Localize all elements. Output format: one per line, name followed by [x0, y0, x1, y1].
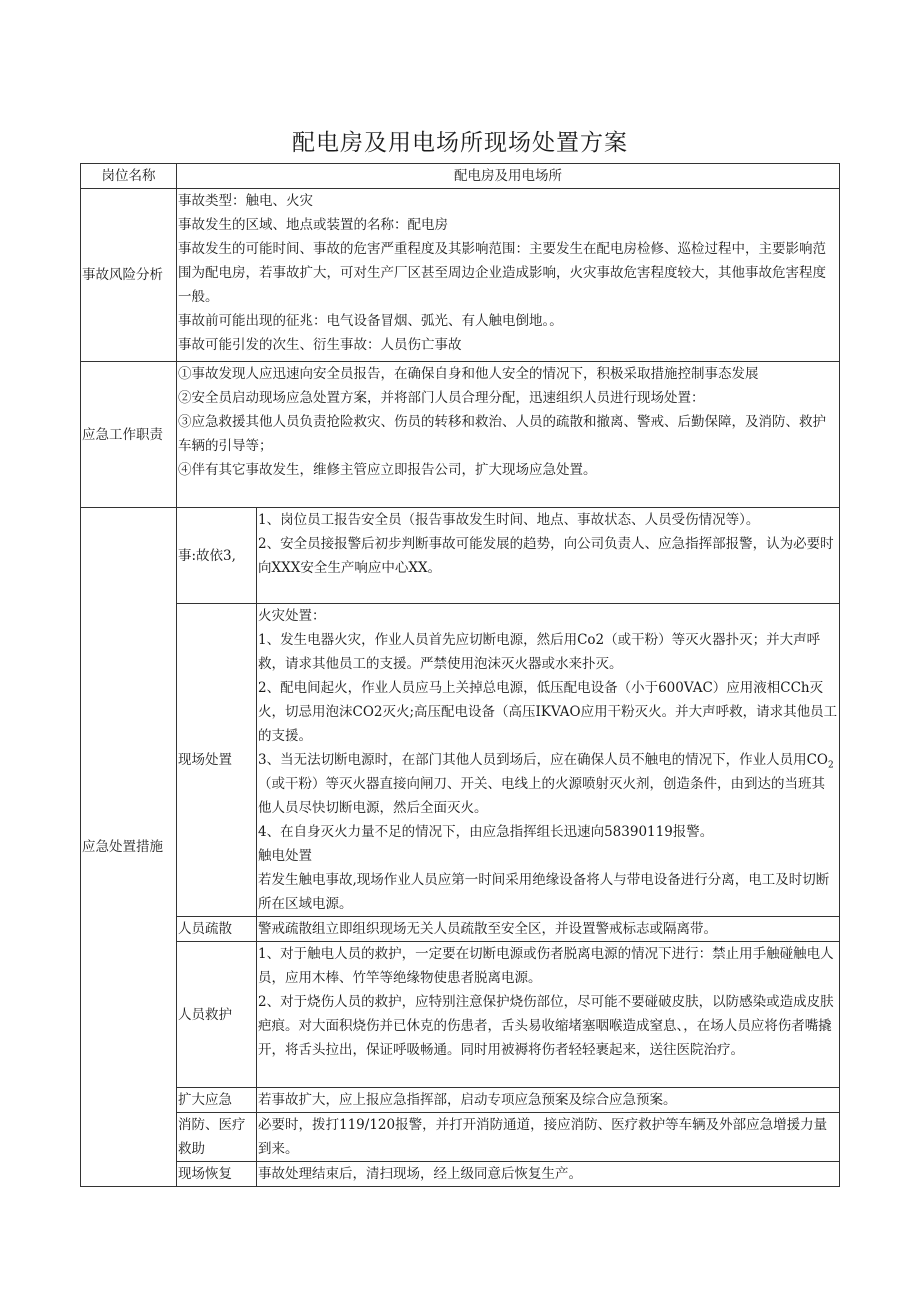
risk-line: 事故可能引发的次生、衍生事故：人员伤亡事故	[178, 337, 462, 353]
evac-label: 人员疏散	[177, 917, 257, 942]
shock-title: 触电处置	[258, 848, 312, 864]
duty-line: ②安全员启动现场应急处置方案，并将部门人员合理分配，迅速组织人员进行现场处置：	[178, 390, 705, 406]
row-duty	[81, 362, 840, 508]
duty-line: ①事故发现人应迅速向安全员报告，在确保自身和他人安全的情况下，积极采取措施控制事态发展	[178, 366, 759, 382]
measures-label: 应急处置措施	[81, 508, 177, 1187]
risk-line: 事故前可能出现的征兆：电气设备冒烟、弧光、有人触电倒地。。	[178, 313, 563, 329]
rescue-line: 1、对于触电人员的救护，一定要在切断电源或伤者脱离电源的情况下进行：禁止用手触碰触电人员，应用木棒、竹竿等绝缘物使患者脱离电源。	[258, 946, 834, 986]
post-label: 岗位名称	[81, 164, 177, 189]
fire-medical-content: 必要时，拨打119/120报警，并打开消防通道，接应消防、医疗救护等车辆及外部应急增援力量到来。	[257, 1113, 840, 1162]
duty-line: ④伴有其它事故发生，维修主管应立即报告公司，扩大现场应急处置。	[178, 462, 597, 478]
risk-line: 事故类型：触电、火灾	[178, 193, 313, 209]
row-expand	[81, 1088, 840, 1113]
evac-content: 警戒疏散组立即组织现场无关人员疏散至安全区，并设置警戒标志或隔离带。	[257, 917, 840, 942]
row-post	[81, 164, 840, 189]
duty-label: 应急工作职责	[81, 362, 177, 508]
duty-line: ③应急救援其他人员负责抢险救灾、伤员的转移和救治、人员的疏散和撤离、警戒、后勤保障，及消防、救护车辆的引导等；	[178, 414, 826, 454]
rescue-label: 人员救护	[177, 942, 257, 1088]
post-value: 配电房及用电场所	[177, 164, 840, 189]
report-line: 1、岗位员工报告安全员（报告事故发生时间、地点、事故状态、人员受伤情况等）。	[258, 512, 760, 528]
fire-medical-label: 消防、医疗救助	[177, 1113, 257, 1162]
fire-step-3-subscript: 2	[828, 760, 834, 771]
fire-step-3	[258, 748, 838, 820]
risk-label: 事故风险分析	[81, 189, 177, 362]
row-fire-medical	[81, 1113, 840, 1162]
row-report	[81, 508, 840, 604]
risk-content	[177, 189, 840, 362]
fire-step-3-pre: 3、当无法切断电源时，在部门其他人员到场后，应在确保人员不触电的情况下，作业人员用CO	[258, 752, 828, 768]
recovery-label: 现场恢复	[177, 1162, 257, 1187]
row-recovery	[81, 1162, 840, 1187]
fire-step-4: 4、在自身灭火力量不足的情况下，由应急指挥组长迅速向58390119报警。	[258, 824, 714, 840]
report-line: 2、安全员接报警后初步判断事故可能发展的趋势，向公司负责人、应急指挥部报警，认为必要时向XXX安全生产响应中心XX。	[258, 536, 834, 576]
row-risk	[81, 189, 840, 362]
fire-title: 火灾处置：	[258, 608, 326, 624]
row-rescue	[81, 942, 840, 1088]
rescue-content	[257, 942, 840, 1088]
fire-step-1: 1、发生电器火灾，作业人员首先应切断电源，然后用Co2（或干粉）等灭火器扑灭；并大声呼救，请求其他员工的支援。严禁使用泡沫灭火器或水来扑灭。	[258, 632, 821, 672]
onsite-content	[257, 604, 840, 917]
shock-step-1: 若发生触电事故,现场作业人员应第一时间采用绝缘设备将人与带电设备进行分离，电工及时切断所在区域电源。	[258, 872, 830, 912]
risk-line: 事故发生的可能时间、事故的危害严重程度及其影响范围：主要发生在配电房检修、巡检过程中，主要影响范围为配电房，若事故扩大，可对生产厂区甚至周边企业造成影响，火灾事故危害程度较大，其他事故危害程度一般。	[178, 241, 826, 305]
row-evac	[81, 917, 840, 942]
row-onsite	[81, 604, 840, 917]
report-content	[257, 508, 840, 604]
rescue-line: 2、对于烧伤人员的救护，应特别注意保护烧伤部位，尽可能不要碰破皮肤，以防感染或造成皮肤疤痕。对大面积烧伤并已休克的伤患者，舌头易收缩堵塞咽喉造成窒息、，在场人员应将伤者嘴撬开，将舌头拉出，保证呼吸畅通。同时用被褥将伤者轻轻裹起来，送往医院治疗。	[258, 994, 834, 1058]
duty-content	[177, 362, 840, 508]
expand-label: 扩大应急	[177, 1088, 257, 1113]
risk-line: 事故发生的区域、地点或装置的名称：配电房	[178, 217, 448, 233]
page-title: 配电房及用电场所现场处置方案	[292, 130, 628, 156]
disposal-plan-table	[80, 163, 840, 1187]
recovery-content: 事故处理结束后，清扫现场，经上级同意后恢复生产。	[257, 1162, 840, 1187]
report-label: 事:故依3,	[177, 508, 257, 604]
expand-content: 若事故扩大，应上报应急指挥部，启动专项应急预案及综合应急预案。	[257, 1088, 840, 1113]
fire-step-2: 2、配电间起火，作业人员应马上关掉总电源，低压配电设备（小于600VAC）应用液相CCh灭火，切忌用泡沫CO2灭火;高压配电设备（高压IKVAO应用干粉灭火。并大声呼救，请求其他员工的支援。	[258, 680, 838, 744]
onsite-label: 现场处置	[177, 604, 257, 917]
fire-step-3-post: （或干粉）等灭火器直接向闸刀、开关、电线上的火源喷射灭火剂，创造条件，由到达的当班其他人员尽快切断电源，然后全面灭火。	[258, 776, 825, 816]
